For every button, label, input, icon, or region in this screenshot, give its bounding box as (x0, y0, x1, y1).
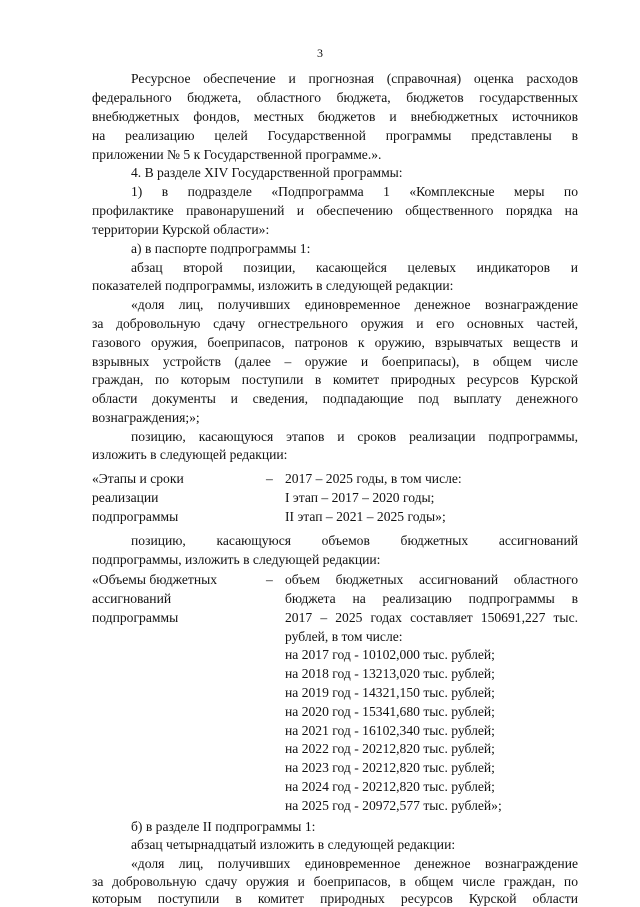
paragraph-line: показателей подпрограммы, изложить в следующей редакции: (92, 278, 454, 293)
paragraph-line: позицию, касающуюся этапов и сроков реализации подпрограммы, (131, 429, 578, 444)
volumes-value: рублей, в том числе: (285, 629, 403, 644)
volumes-year-line: на 2023 год - 20212,820 тыс. рублей; (285, 760, 495, 775)
quote-line: «доля лиц, получивших единовременное денежное вознаграждение (131, 297, 578, 312)
paragraph-line: территории Курской области»: (92, 222, 270, 237)
paragraph-line: изложить в следующей редакции: (92, 447, 288, 462)
quote-line: газового оружия, боеприпасов, патронов к оружию, взрывчатых веществ и (92, 335, 578, 350)
quote-line: области документы и сведения, подпадающие под выплату денежного (92, 391, 578, 406)
stages-value: 2017 – 2025 годы, в том числе: (285, 471, 462, 486)
paragraph-line: 1) в подразделе «Подпрограмма 1 «Комплексные меры по (131, 184, 578, 199)
paragraph-line: абзац второй позиции, касающейся целевых индикаторов и (131, 260, 578, 275)
volumes-value: объем бюджетных ассигнований областного (285, 572, 578, 587)
volumes-dash: – (266, 572, 273, 587)
quote-line: которым поступили в комитет природных ресурсов Курской области (92, 891, 578, 906)
volumes-label: «Объемы бюджетных (92, 572, 218, 587)
quote-line: взрывных устройств (далее – оружие и боеприпасы), в общем числе (92, 354, 578, 369)
paragraph-line: приложении № 5 к Государственной программе.». (92, 147, 382, 162)
paragraph-line: федерального бюджета, областного бюджета, бюджетов государственных (92, 90, 578, 105)
stages-value: II этап – 2021 – 2025 годы»; (285, 509, 446, 524)
paragraph-line: на реализацию целей Государственной программы представлены в (92, 128, 578, 143)
volumes-value: 2017 – 2025 годах составляет 150691,227 тыс. (285, 610, 578, 625)
subsection-heading: б) в разделе II подпрограммы 1: (131, 819, 316, 834)
stages-label: реализации (92, 490, 159, 505)
quote-line: за добровольную сдачу огнестрельного оружия и его основных частей, (92, 316, 578, 331)
paragraph-line: Ресурсное обеспечение и прогнозная (справочная) оценка расходов (131, 71, 578, 86)
paragraph-line: абзац четырнадцатый изложить в следующей редакции: (131, 837, 456, 852)
volumes-year-line: на 2017 год - 10102,000 тыс. рублей; (285, 647, 495, 662)
volumes-year-line: на 2025 год - 20972,577 тыс. рублей»; (285, 798, 502, 813)
volumes-year-line: на 2018 год - 13213,020 тыс. рублей; (285, 666, 495, 681)
stages-label: «Этапы и сроки (92, 471, 184, 486)
quote-line: вознаграждения;»; (92, 410, 200, 425)
paragraph-line: позицию, касающуюся объемов бюджетных ассигнований (131, 533, 578, 548)
volumes-year-line: на 2019 год - 14321,150 тыс. рублей; (285, 685, 495, 700)
stages-label: подпрограммы (92, 509, 179, 524)
volumes-year-line: на 2020 год - 15341,680 тыс. рублей; (285, 704, 495, 719)
stages-dash: – (266, 471, 273, 486)
paragraph-line: внебюджетных фондов, местных бюджетов и внебюджетных источников (92, 109, 578, 124)
stages-value: I этап – 2017 – 2020 годы; (285, 490, 435, 505)
quote-line: за добровольную сдачу оружия и боеприпасов, в общем числе граждан, по (92, 874, 578, 889)
page-number: 3 (317, 46, 323, 60)
volumes-label: подпрограммы (92, 610, 179, 625)
quote-line: граждан, по которым поступили в комитет природных ресурсов Курской (92, 372, 578, 387)
volumes-year-line: на 2021 год - 16102,340 тыс. рублей; (285, 723, 495, 738)
section-heading: 4. В разделе XIV Государственной программы: (131, 165, 403, 180)
volumes-year-line: на 2022 год - 20212,820 тыс. рублей; (285, 741, 495, 756)
volumes-value: бюджета на реализацию подпрограммы в (285, 591, 578, 606)
volumes-year-line: на 2024 год - 20212,820 тыс. рублей; (285, 779, 495, 794)
paragraph-line: профилактике правонарушений и обеспечению общественного порядка на (92, 203, 578, 218)
quote-line: «доля лиц, получивших единовременное денежное вознаграждение (131, 856, 578, 871)
volumes-label: ассигнований (92, 591, 172, 606)
paragraph-line: подпрограммы, изложить в следующей редакции: (92, 552, 381, 567)
subsection-heading: а) в паспорте подпрограммы 1: (131, 241, 311, 256)
